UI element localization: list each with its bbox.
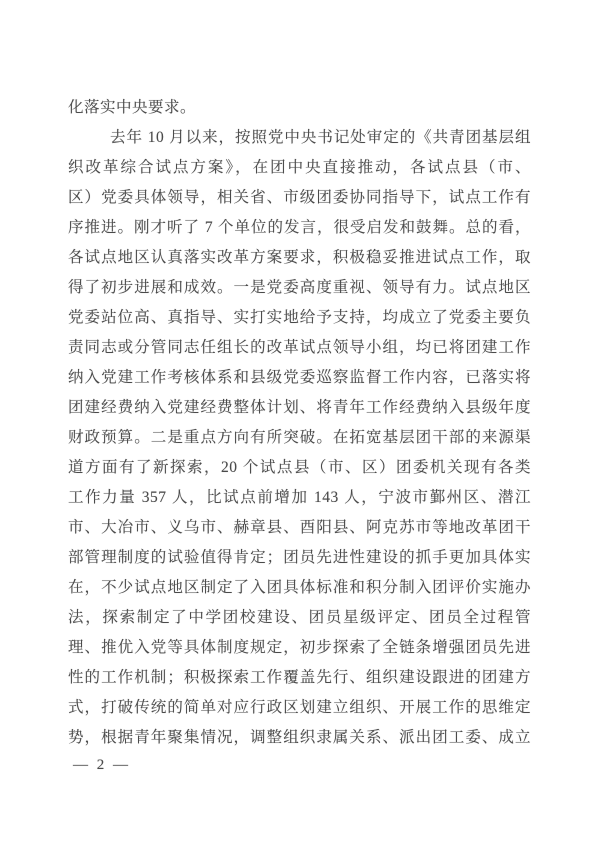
text-line: 团建经费纳入党建经费整体计划、将青年工作经费纳入县级年度 (68, 399, 531, 416)
document-body (68, 93, 531, 753)
text-line: 织改革综合试点方案》，在团中央直接推动，各试点县（市、 (68, 159, 531, 176)
text-line: 去年 10 月以来，按照党中央书记处审定的《共青团基层组 (110, 129, 531, 146)
text-line: 性的工作机制；积极探索工作覆盖先行、组织建设跟进的团建方 (68, 669, 531, 686)
text-line: 区）党委具体领导，相关省、市级团委协同指导下，试点工作有 (68, 189, 531, 206)
text-line: 化落实中央要求。 (68, 99, 197, 116)
text-line: 部管理制度的试验值得肯定；团员先进性建设的抓手更加具体实 (68, 549, 531, 566)
text-line: 市、大冶市、义乌市、赫章县、酉阳县、阿克苏市等地改革团干 (68, 519, 531, 536)
text-line: 财政预算。二是重点方向有所突破。在拓宽基层团干部的来源渠 (68, 429, 531, 446)
text-line: 责同志或分管同志任组长的改革试点领导小组，均已将团建工作 (68, 339, 531, 356)
text-line: 得了初步进展和成效。一是党委高度重视、领导有力。试点地区 (68, 279, 531, 296)
page-number: — 2 — (73, 757, 131, 773)
text-line: 法，探索制定了中学团校建设、团员星级评定、团员全过程管 (68, 609, 531, 626)
text-line: 党委站位高、真指导、实打实地给予支持，均成立了党委主要负 (68, 309, 531, 326)
text-line: 势，根据青年聚集情况，调整组织隶属关系、派出团工委、成立 (68, 729, 531, 746)
text-line: 式，打破传统的简单对应行政区划建立组织、开展工作的思维定 (68, 699, 531, 716)
text-line: 工作力量 357 人，比试点前增加 143 人，宁波市鄞州区、潜江 (68, 489, 531, 506)
text-line: 各试点地区认真落实改革方案要求，积极稳妥推进试点工作，取 (68, 249, 531, 266)
text-line: 序推进。刚才听了 7 个单位的发言，很受启发和鼓舞。总的看， (68, 219, 531, 236)
text-line: 理、推优入党等具体制度规定，初步探索了全链条增强团员先进 (68, 639, 531, 656)
text-line: 在，不少试点地区制定了入团具体标准和积分制入团评价实施办 (68, 579, 531, 596)
text-line: 纳入党建工作考核体系和县级党委巡察监督工作内容，已落实将 (68, 369, 531, 386)
text-line: 道方面有了新探索，20 个试点县（市、区）团委机关现有各类 (68, 459, 531, 476)
